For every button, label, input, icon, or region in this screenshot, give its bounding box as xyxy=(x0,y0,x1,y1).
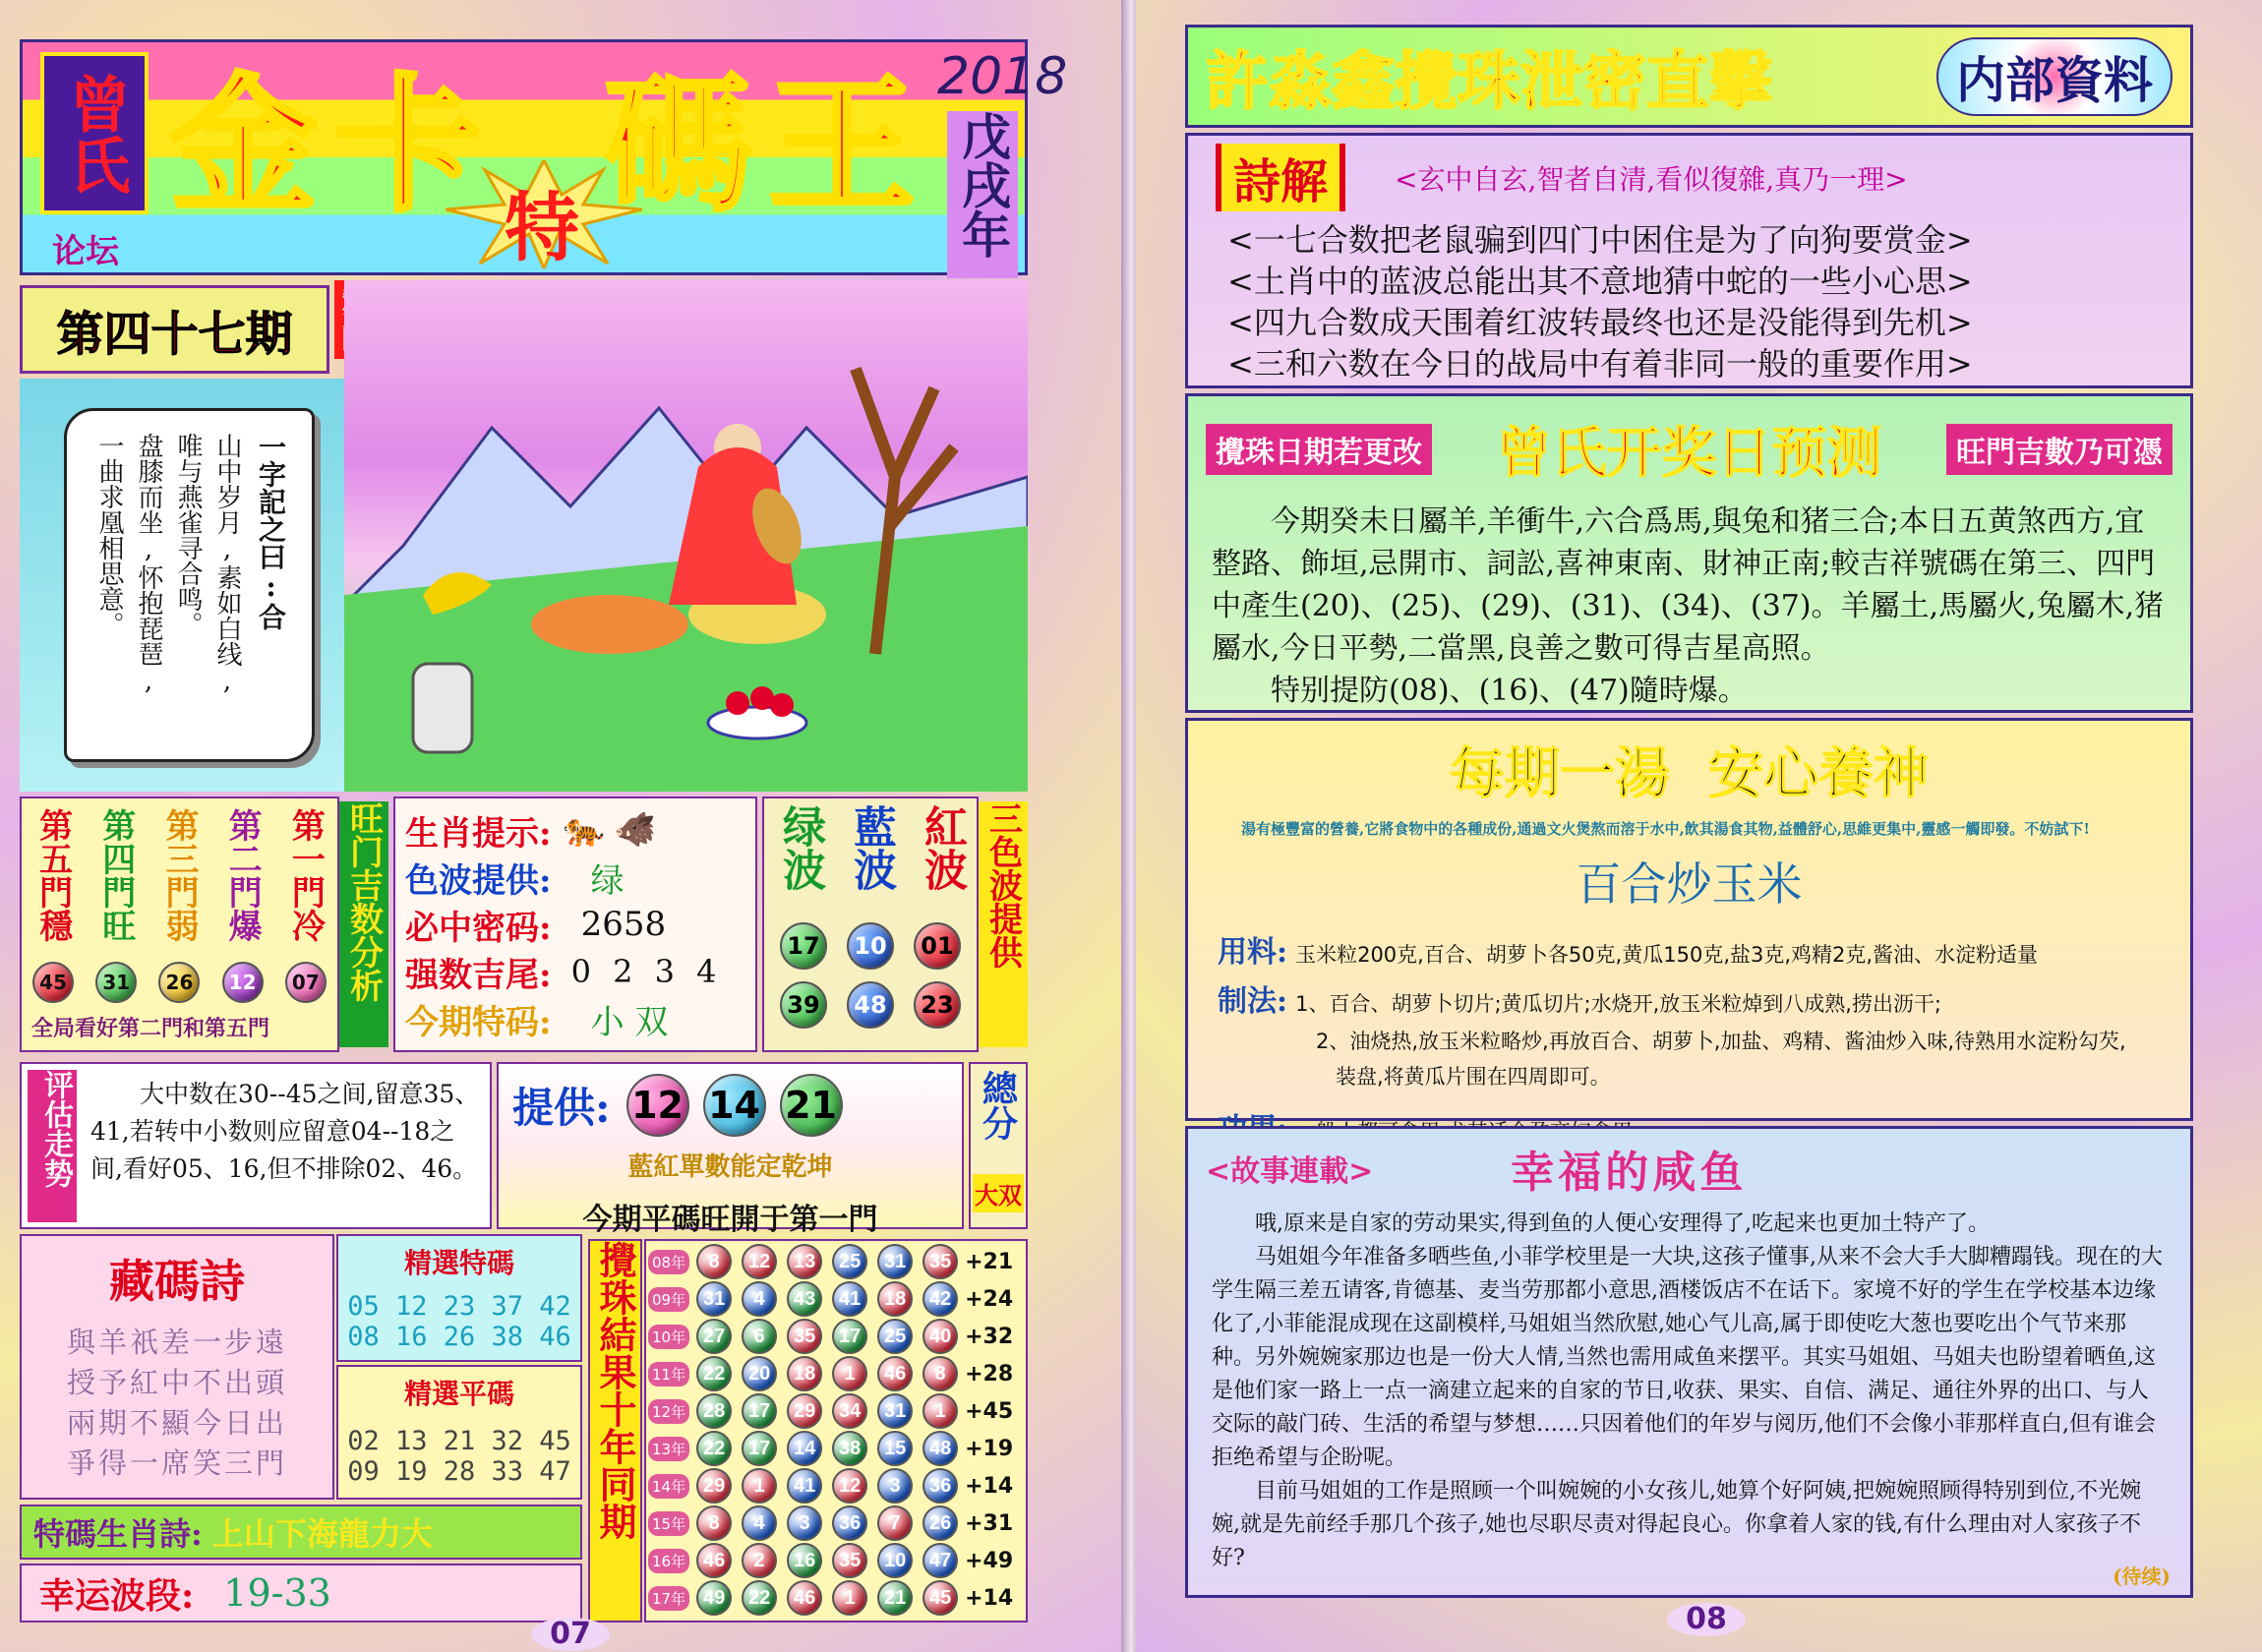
total-panel xyxy=(969,1062,1028,1229)
results-row xyxy=(648,1318,1024,1355)
results-ball: 3 xyxy=(877,1468,913,1504)
results-ball: 8 xyxy=(923,1356,958,1391)
results-ball: 17 xyxy=(742,1393,777,1429)
zodiac-poem-label: 特碼生肖詩: xyxy=(33,1515,203,1553)
selected-flat-row: 09 19 28 33 47 xyxy=(347,1456,571,1487)
wave-ball: 39 xyxy=(780,981,827,1029)
results-ball: 46 xyxy=(877,1356,913,1391)
right-page xyxy=(1136,0,2262,1652)
results-year: 17年 xyxy=(648,1586,689,1611)
results-row xyxy=(648,1542,1024,1579)
hidden-poem-line: 與羊祇差一步遠 xyxy=(66,1326,287,1359)
waves-panel xyxy=(762,796,979,1052)
poem-line-2: 唯与燕雀寻合鸣。 xyxy=(173,433,203,637)
results-ball: 4 xyxy=(742,1505,777,1541)
results-special: +21 xyxy=(965,1249,1014,1274)
results-ball: 25 xyxy=(832,1244,867,1279)
hint-value: 2658 xyxy=(580,905,667,944)
provide-label: 提供: xyxy=(512,1084,611,1132)
results-ball: 46 xyxy=(787,1580,822,1616)
results-ball: 7 xyxy=(877,1505,913,1541)
hint-label: 必中密码: xyxy=(405,908,552,948)
story-panel xyxy=(1185,1126,2193,1598)
method-step-1: 1、百合、胡萝卜切片;黄瓜切片;水烧开,放玉米粒焯到八成熟,捞出沥干; xyxy=(1295,992,1942,1016)
results-ball: 10 xyxy=(877,1543,913,1578)
poem-line-3: 盘膝而坐,怀抱琵琶, xyxy=(134,433,163,696)
results-ball: 25 xyxy=(877,1319,913,1354)
story-title: 幸福的咸鱼 xyxy=(1511,1148,1748,1198)
results-ball: 31 xyxy=(696,1281,732,1317)
year-name: 戊戌年 xyxy=(947,111,1018,278)
results-ball: 12 xyxy=(832,1468,867,1504)
hint-value: 小 双 xyxy=(590,1002,669,1042)
results-ball: 16 xyxy=(787,1543,822,1578)
results-ball: 22 xyxy=(742,1580,777,1616)
hint-value: 绿 xyxy=(590,860,625,901)
left-header xyxy=(20,39,1068,275)
provide-note: 藍紅單數能定乾坤 xyxy=(627,1152,833,1182)
results-year: 13年 xyxy=(648,1437,689,1461)
trend-panel xyxy=(20,1062,492,1229)
gate-col-4 xyxy=(92,808,141,1003)
results-year: 11年 xyxy=(648,1362,689,1386)
hidden-poem-body xyxy=(22,1321,332,1482)
results-year: 14年 xyxy=(648,1474,689,1499)
gate-ball: 26 xyxy=(158,962,200,1003)
results-row xyxy=(648,1430,1024,1467)
results-title: 攪珠結果十年同期 xyxy=(588,1239,642,1622)
total-label: 總分 xyxy=(977,1070,1019,1141)
dish-name: 百合炒玉米 xyxy=(1576,857,1803,911)
results-ball: 35 xyxy=(832,1543,867,1578)
poem-title: 一字記之曰:合 xyxy=(255,433,287,630)
results-special: +14 xyxy=(965,1585,1014,1611)
gate-name: 第一門冷 xyxy=(285,808,326,942)
results-ball: 35 xyxy=(787,1319,822,1354)
special-label: 特 xyxy=(505,184,579,271)
right-header xyxy=(1185,25,2193,128)
tiger-icon: 🐅 xyxy=(563,810,605,850)
hidden-poem-line: 爭得一席笑三門 xyxy=(66,1446,287,1480)
results-ball: 31 xyxy=(877,1244,913,1279)
ingredients-text: 玉米粒200克,百合、胡萝卜各50克,黄瓜150克,盐3克,鸡精2克,酱油、水淀粉适量 xyxy=(1295,943,2039,967)
provide-bottom: 今期平碼旺開于第一門 xyxy=(582,1203,878,1237)
results-ball: 13 xyxy=(787,1244,822,1279)
wave-head-green: 绿波 xyxy=(775,804,825,891)
results-ball: 35 xyxy=(923,1244,958,1279)
gates-panel xyxy=(20,796,339,1052)
zodiac-poem-row xyxy=(20,1504,582,1560)
results-row xyxy=(648,1504,1024,1542)
pig-icon: 🐗 xyxy=(614,810,657,850)
gate-name: 第三門弱 xyxy=(158,808,199,942)
results-ball: 15 xyxy=(877,1431,913,1466)
issue-number: 第四十七期 xyxy=(56,306,293,362)
selected-flat-row: 02 13 21 32 45 xyxy=(347,1426,571,1456)
provide-ball: 14 xyxy=(703,1074,766,1137)
gate-ball: 12 xyxy=(222,962,264,1003)
prediction-special: 特别提防(08)、(16)、(47)隨時爆。 xyxy=(1271,674,1748,708)
results-ball: 3 xyxy=(787,1505,822,1541)
gate-col-1 xyxy=(281,808,329,1003)
results-ball: 20 xyxy=(742,1356,777,1391)
results-ball: 2 xyxy=(742,1543,777,1578)
soup-intro: 湯有極豐富的營養,它將食物中的各種成份,通過文火煲熬而溶于水中,飲其湯食其物,益體舒心,思維更集中,靈感一觸即發。不妨試下! xyxy=(1241,820,2090,838)
title-char-4: 王 xyxy=(768,59,917,232)
results-row xyxy=(648,1392,1024,1430)
prediction-panel xyxy=(1185,393,2193,713)
title-char-2: 卡 xyxy=(333,59,482,232)
story-paragraph: 马姐姐今年准备多晒些鱼,小菲学校里是一大块,这孩子懂事,从来不会大手大脚糟蹋钱。现在的大学生隔三差五请客,肯德基、麦当劳那都小意思,酒楼饭店不在话下。家境不好的学生在学校基本边缘化了,小菲能混成现在这副模样,马姐姐当然欣慰,她心气儿高,属于即使吃大葱也要吃出个气节来那种。另外婉婉家那边也是一份大人情,当然也需用咸鱼来摆平。其实马姐姐、马姐夫也盼望着晒鱼,这是他们家一路上一点一滴建立起来的自家的节日,收获、果实、自信、满足、通往外界的出口、与人交际的敲门砖、生活的希望与梦想……只因着他们的年岁与阅历,他们不会像小菲那样直白,但有谁会拒绝希望与企盼呢。 xyxy=(1212,1245,2163,1470)
results-row xyxy=(648,1467,1024,1504)
results-special: +32 xyxy=(965,1324,1014,1349)
results-ball: 8 xyxy=(696,1505,732,1541)
results-ball: 49 xyxy=(696,1580,732,1616)
gate-name: 第四門旺 xyxy=(95,808,136,942)
soup-panel xyxy=(1185,718,2193,1121)
hint-row xyxy=(405,948,745,995)
results-row xyxy=(648,1579,1024,1617)
results-special: +19 xyxy=(965,1436,1014,1461)
poem-line-4: 一曲求凰相思意。 xyxy=(94,433,124,637)
method-step-3: 装盘,将黄瓜片围在四周即可。 xyxy=(1336,1065,1611,1089)
lucky-row xyxy=(20,1564,582,1622)
poem-label: 詩解 xyxy=(1216,144,1345,211)
results-ball: 45 xyxy=(923,1580,958,1616)
story-label: <故事連載> xyxy=(1206,1154,1374,1189)
lucky-label: 幸运波段: xyxy=(39,1574,195,1617)
results-ball: 38 xyxy=(832,1431,867,1466)
results-year: 09年 xyxy=(648,1287,689,1312)
story-paragraph: 目前马姐姐的工作是照顾一个叫婉婉的小女孩儿,她算个好阿姨,把婉婉照顾得特别到位,不光婉婉,就是先前经手那几个孩子,她也尽职尽责对得起良心。你拿着人家的钱,有什么理由对人家孩子不好? xyxy=(1212,1479,2141,1570)
prediction-text: 今期癸未日屬羊,羊衝牛,六合爲馬,與兔和猪三合;本日五黄煞西方,宜整路、飾垣,忌開市、詞訟,喜神東南、財神正南;較吉祥號碼在第三、四門中產生(20)、(25)、(29)、(31)、(34)、(37)。羊屬土,馬屬火,兔屬木,猪屬水,今日平勢,二當黑,良善之數可得吉星高照。 xyxy=(1212,504,2165,666)
gate-name: 第二門爆 xyxy=(222,808,263,942)
results-row xyxy=(648,1280,1024,1318)
poem-line: <一七合数把老鼠骗到四门中困住是为了向狗要赏金> xyxy=(1227,221,1973,259)
prediction-right-tag: 旺門吉數乃可憑 xyxy=(1946,424,2173,475)
results-ball: 41 xyxy=(787,1468,822,1504)
poem-line: <三和六数在今日的战局中有着非同一般的重要作用> xyxy=(1227,345,1973,383)
left-page xyxy=(0,0,1126,1652)
selected-flat-panel xyxy=(336,1365,582,1500)
page-number-right: 08 xyxy=(1667,1603,1746,1636)
gates-note: 全局看好第二門和第五門 xyxy=(31,1016,270,1041)
issue-banner xyxy=(20,285,329,374)
wave-head-blue: 藍波 xyxy=(846,804,896,891)
wave-ball: 48 xyxy=(847,981,894,1029)
results-year: 12年 xyxy=(648,1399,689,1424)
results-ball: 6 xyxy=(742,1319,777,1354)
results-ball: 4 xyxy=(742,1281,777,1317)
results-special: +14 xyxy=(965,1473,1014,1499)
results-special: +49 xyxy=(965,1548,1014,1573)
gate-ball: 31 xyxy=(95,962,137,1003)
results-special: +31 xyxy=(965,1510,1014,1536)
results-row xyxy=(648,1355,1024,1392)
ingredients-label: 用料: xyxy=(1218,935,1288,970)
hint-label: 强数吉尾: xyxy=(405,955,552,995)
provide-ball: 21 xyxy=(780,1074,843,1137)
poem-line: <四九合数成天围着红波转最终也还是没能得到先机> xyxy=(1227,304,1973,341)
results-ball: 14 xyxy=(787,1431,822,1466)
method-label: 制法: xyxy=(1218,984,1288,1019)
method-step-2: 2、油烧热,放玉米粒略炒,再放百合、胡萝卜,加盐、鸡精、酱油炒入味,待熟用水淀粉勾芡, xyxy=(1316,1030,2126,1053)
results-ball: 17 xyxy=(742,1431,777,1466)
selected-special-row: 08 16 26 38 46 xyxy=(347,1322,571,1352)
results-row xyxy=(648,1243,1024,1280)
hint-row xyxy=(405,901,745,948)
results-special: +45 xyxy=(965,1398,1014,1424)
hidden-poem-title: 藏碼詩 xyxy=(109,1255,245,1308)
results-ball: 21 xyxy=(877,1580,913,1616)
results-ball: 36 xyxy=(923,1468,958,1504)
story-paragraph: 哦,原来是自家的劳动果实,得到鱼的人便心安理得了,吃起来也更加土特产了。 xyxy=(1255,1211,1990,1236)
results-ball: 40 xyxy=(923,1319,958,1354)
hint-label: 生肖提示: xyxy=(405,813,552,854)
results-ball: 29 xyxy=(787,1393,822,1429)
results-ball: 22 xyxy=(696,1431,732,1466)
results-year: 08年 xyxy=(648,1250,689,1274)
wave-side-label: 三色波提供 xyxy=(979,801,1028,1047)
title-char-1: 金 xyxy=(170,59,319,232)
results-ball: 18 xyxy=(787,1356,822,1391)
results-ball: 26 xyxy=(923,1505,958,1541)
gates-side-label: 旺门吉数分析 xyxy=(339,801,388,1047)
results-ball: 29 xyxy=(696,1468,732,1504)
results-ball: 8 xyxy=(696,1244,732,1279)
results-ball: 1 xyxy=(832,1580,867,1616)
results-grid xyxy=(644,1239,1028,1622)
results-special: +24 xyxy=(965,1286,1014,1312)
hidden-poem-line: 兩期不顯今日出 xyxy=(66,1406,287,1440)
poem-line-1: 山中岁月,素如白线, xyxy=(212,433,242,696)
trend-label: 评估走势 xyxy=(28,1070,77,1222)
hint-label: 色波提供: xyxy=(405,860,552,901)
total-value: 大双 xyxy=(973,1174,1024,1212)
soup-title: 每期一湯 安心養神 xyxy=(1450,741,1929,806)
hint-row xyxy=(405,806,745,854)
results-ball: 22 xyxy=(696,1356,732,1391)
hint-label: 今期特码: xyxy=(405,1002,552,1042)
story-continued: (待续) xyxy=(2113,1564,2171,1588)
results-ball: 47 xyxy=(923,1543,958,1578)
selected-special-row: 05 12 23 37 42 xyxy=(347,1291,571,1322)
hint-row xyxy=(405,854,745,901)
selected-flat-title: 精選平碼 xyxy=(403,1378,514,1410)
gate-name: 第五門穩 xyxy=(32,808,73,942)
results-ball: 27 xyxy=(696,1319,732,1354)
selected-special-title: 精選特碼 xyxy=(403,1247,514,1279)
brand-logo: 曾氏 xyxy=(40,52,149,214)
results-ball: 1 xyxy=(742,1468,777,1504)
poem-subtitle: <玄中自玄,智者自清,看似復雜,真乃一理> xyxy=(1395,162,1908,196)
zodiac-poem-text: 上山下海龍力大 xyxy=(211,1515,433,1553)
results-ball: 1 xyxy=(923,1393,958,1429)
results-ball: 48 xyxy=(923,1431,958,1466)
provide-ball: 12 xyxy=(626,1074,689,1137)
results-ball: 46 xyxy=(696,1543,732,1578)
results-year: 10年 xyxy=(648,1325,689,1349)
forum-label: 论坛 xyxy=(52,232,119,271)
poem-explanation-panel xyxy=(1185,133,2193,388)
results-ball: 36 xyxy=(832,1505,867,1541)
prediction-left-tag: 攪珠日期若更改 xyxy=(1206,424,1432,475)
hidden-poem-line: 授予紅中不出頭 xyxy=(66,1366,287,1399)
results-ball: 12 xyxy=(742,1244,777,1279)
provide-panel xyxy=(497,1062,964,1237)
results-ball: 17 xyxy=(832,1319,867,1354)
results-ball: 28 xyxy=(696,1393,732,1429)
gate-col-3 xyxy=(155,808,204,1003)
results-year: 15年 xyxy=(648,1511,689,1536)
special-starburst xyxy=(446,160,642,271)
results-ball: 41 xyxy=(832,1281,867,1317)
results-special: +28 xyxy=(965,1361,1014,1386)
results-ball: 1 xyxy=(832,1356,867,1391)
lute-player-scene-icon xyxy=(344,280,1028,792)
page-number-left: 07 xyxy=(531,1618,610,1651)
lucky-value: 19-33 xyxy=(223,1571,331,1615)
hint-value: 0 2 3 4 xyxy=(570,953,723,990)
hint-row xyxy=(405,995,745,1042)
gate-col-5 xyxy=(30,808,78,1003)
hidden-poem-panel xyxy=(20,1234,334,1500)
selected-special-panel xyxy=(336,1234,582,1362)
gate-ball: 45 xyxy=(32,962,74,1003)
results-ball: 34 xyxy=(832,1393,867,1429)
gate-ball: 07 xyxy=(285,962,327,1003)
prediction-title: 曾氏开奖日预测 xyxy=(1496,421,1882,486)
results-ball: 42 xyxy=(923,1281,958,1317)
treasure-illustration xyxy=(344,280,1028,792)
results-ball: 31 xyxy=(877,1393,913,1429)
right-title: 許淼鑫攪珠泄密直擊 xyxy=(1206,44,1772,119)
results-ball: 18 xyxy=(877,1281,913,1317)
poem-line: <土肖中的蓝波总能出其不意地猜中蛇的一些小心思> xyxy=(1227,263,1973,300)
wave-ball: 01 xyxy=(914,922,961,970)
wave-head-red: 紅波 xyxy=(917,804,967,891)
results-year: 16年 xyxy=(648,1549,689,1573)
wave-ball: 23 xyxy=(914,981,961,1029)
wave-ball: 10 xyxy=(847,922,894,970)
year: 2018 xyxy=(937,47,1068,106)
results-ball: 43 xyxy=(787,1281,822,1317)
wave-ball: 17 xyxy=(780,922,827,970)
trend-text: 大中数在30--45之间,留意35、41,若转中小数则应留意04--18之间,看好05、16,但不排除02、46。 xyxy=(90,1080,480,1183)
gate-col-2 xyxy=(218,808,267,1003)
scroll-poem xyxy=(20,379,344,792)
internal-badge: 内部資料 xyxy=(1936,37,2173,116)
title-char-3: 碼 xyxy=(605,59,753,232)
hints-panel xyxy=(393,796,757,1052)
